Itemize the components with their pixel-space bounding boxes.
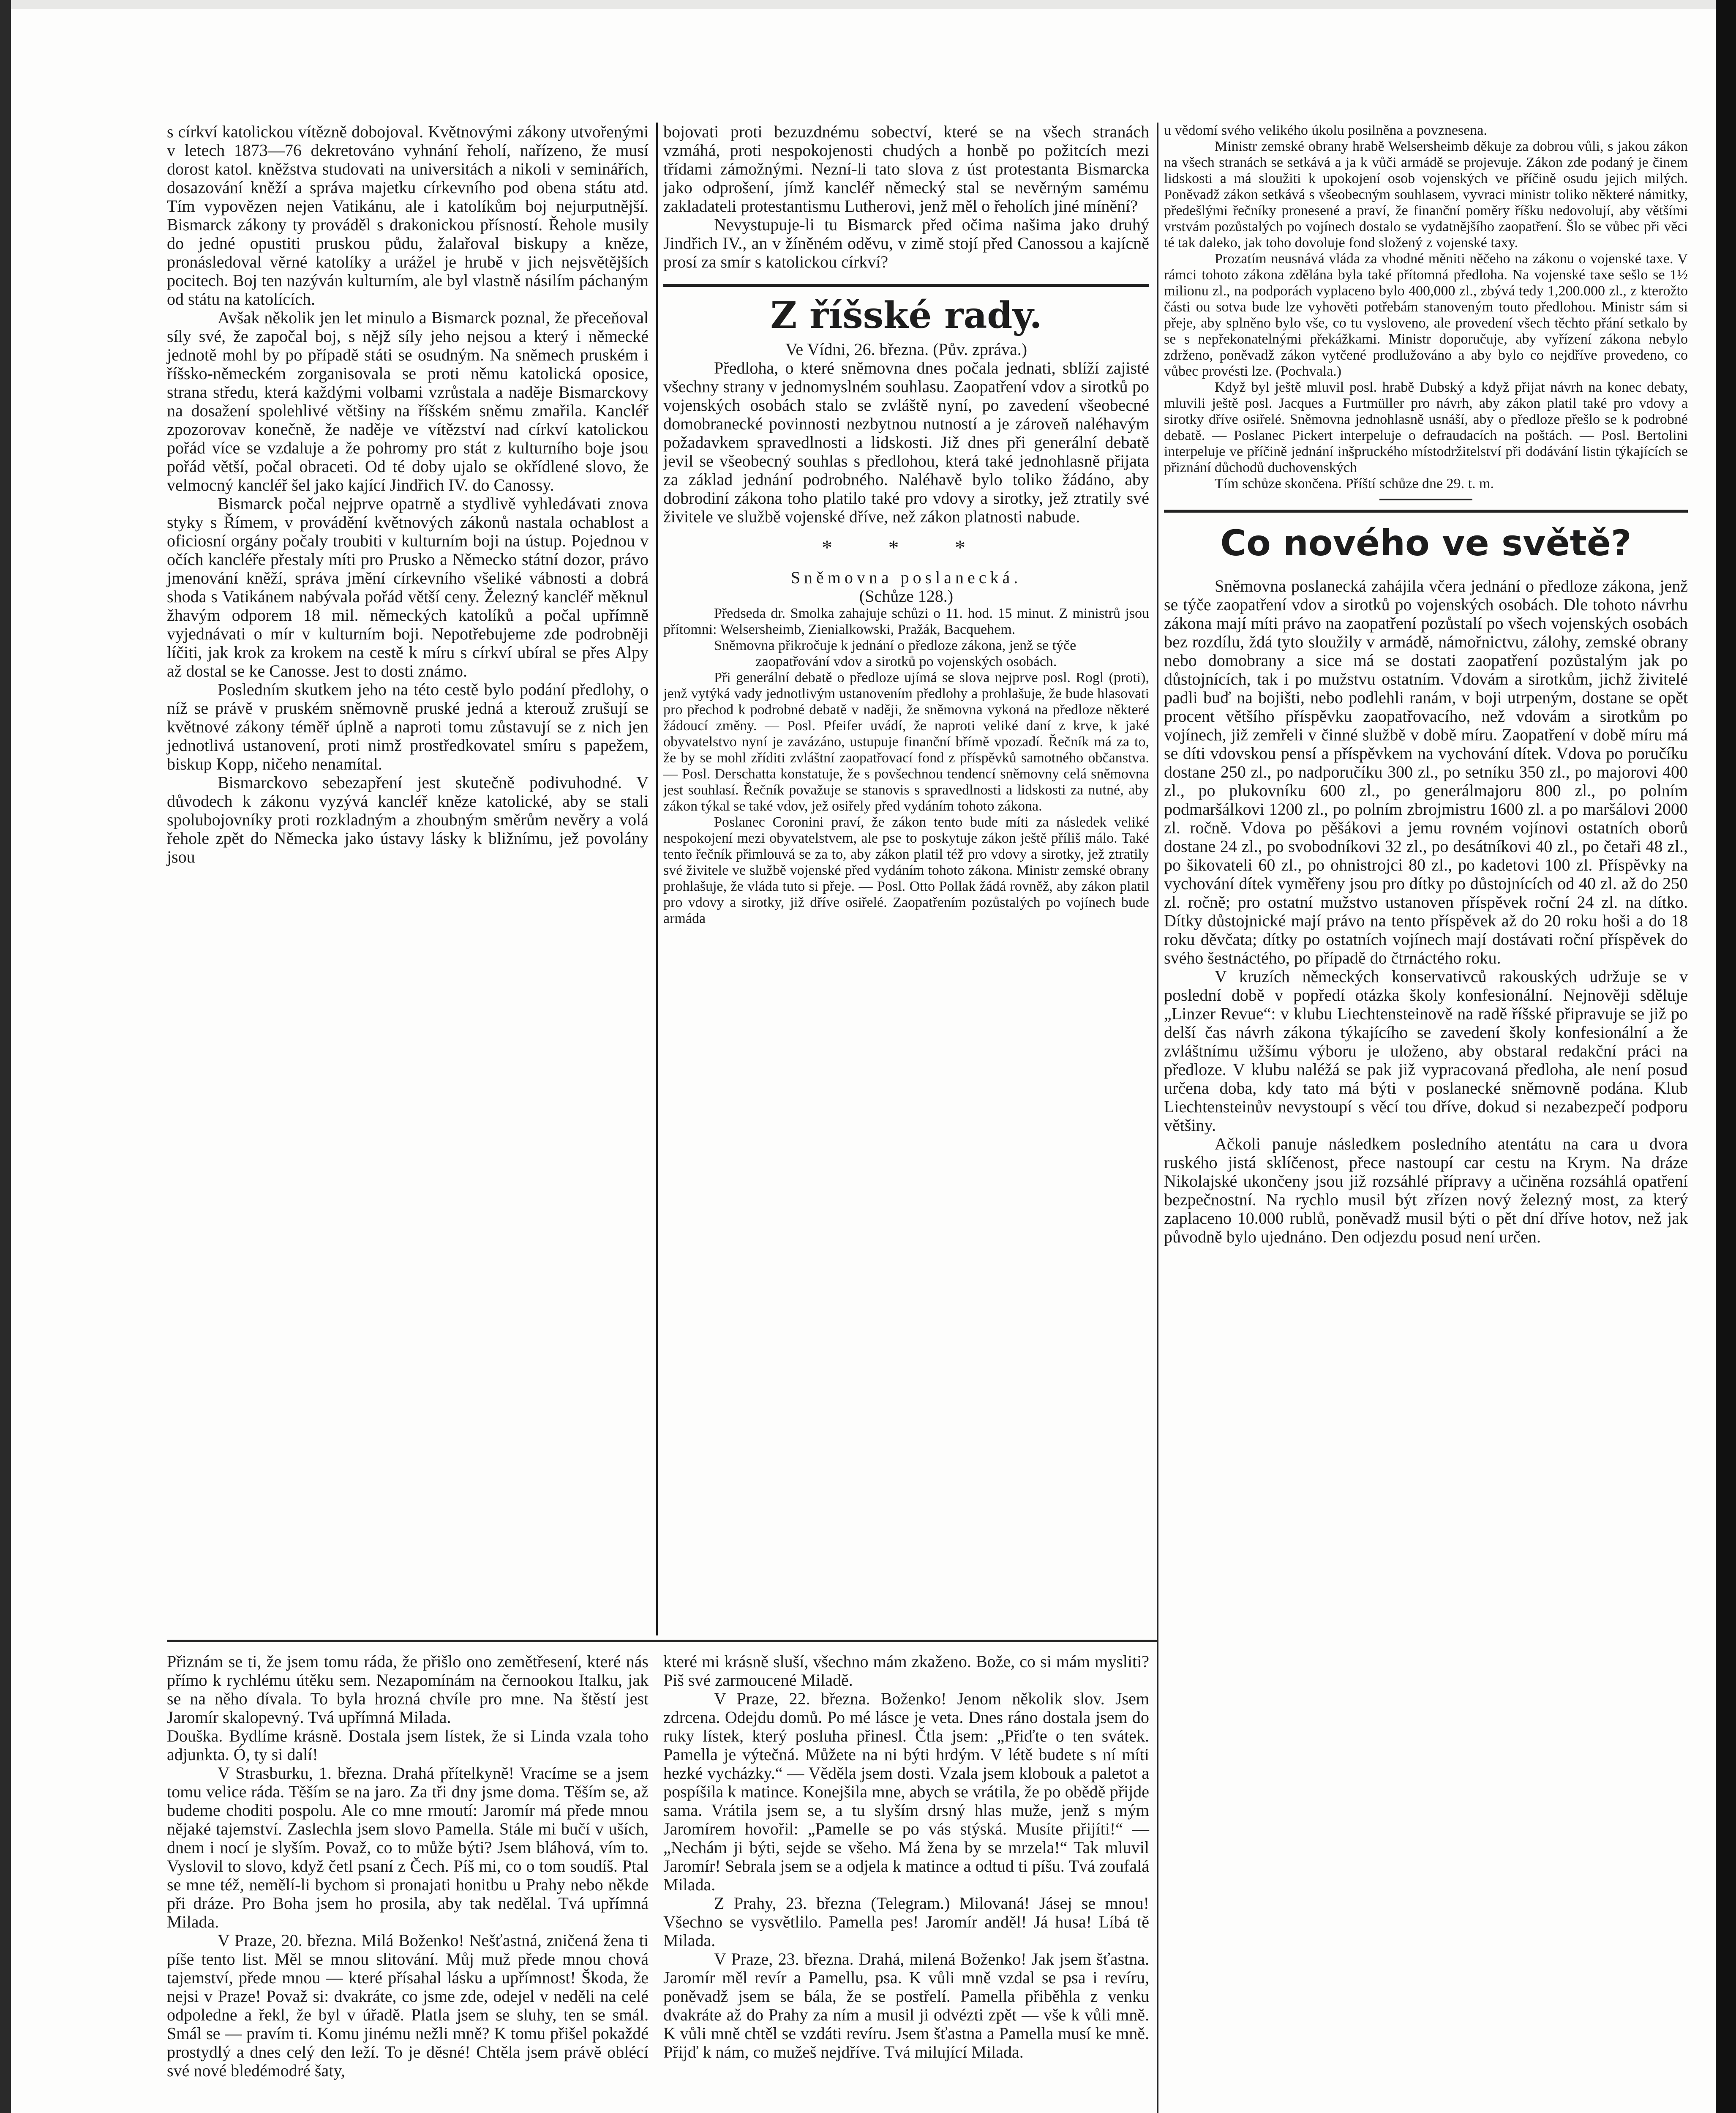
feuilleton-rule — [167, 1640, 1157, 1642]
section-stars: * * * — [822, 535, 991, 559]
chamber-report — [663, 606, 1149, 927]
short-rule — [1379, 499, 1472, 500]
paragraph: zaopatřování vdov a sirotků po vojenských osobách. — [755, 654, 1057, 669]
article-col2 — [663, 123, 1149, 927]
paragraph: V Praze, 20. března. Milá Boženko! Nešťastná, zničená žena ti píše tento list. Měl se mnou slitování. Můj muž přede mnou chová tajemství, přede mnou — které přísahal lásku a upřímnost! Škoda, že nejsi v Praze! Považ si: dvakráte, co jsme zde, odejel v neděli na celé odpoledne a řekl, že byl v úřadě. Platla jsem se sluhy, ten se smál. Smál se — pravím ti. Komu jinému nežli mně? K tomu přišel pokaždé prostydlý a dnes celý den leží. To je děsné! Chtěla jsem právě oblécí své nové bledémodré šaty, — [167, 1931, 649, 2080]
page-top-edge — [0, 0, 1736, 9]
paragraph: Tím schůze skončena. Příští schůze dne 29. t. m. — [1215, 476, 1494, 491]
paragraph: Při generální debatě o předloze ujímá se slova nejprve posl. Rogl (proti), jenž vytýká vady jednotlivým ustanovením předlohy a prohlašuje, že bude hlasovati pro přechod k podrobné debatě v naději, že sněmovna vykoná na předloze některé žádoucí změny. — Posl. Pfeifer uvádí, že naproti veliké daní z krve, k jaké obyvatelstvo nyní je zavázáno, ustupuje finanční břímě vpozadí. Řečník má za to, že by se mohl zříditi zvláštní zaopatřovací fond z příspěvků samotného občanstva. — Posl. Derschatta konstatuje, že s povšechnou tendencí sněmovny celá sněmovna jest souhlasí. Řečník považuje se stanovis s spravedlnosti a lidskosti za nutné, aby zákon týkal se také vdov, jež osiřely před vydáním tohoto zákona. — [663, 670, 1149, 814]
section-heading-rada: Z říšské rady. — [770, 294, 1042, 337]
paragraph: Sněmovna poslanecká zahájila včera jednání o předloze zákona, jenž se týče zaopatření vdov a sirotků po vojenských osobách. Dle tohoto návrhu zákona mají míti právo na zaopatření pozůstalí po všech vojenských osobách bez rozdílu, ždá tyto sloužily v armádě, námořnictvu, zálohy, zemské obrany nebo domobrany a sice má se dostati zaopatření pozůstalým jak po důstojnících, tak i po mužstvu ostatním. Vdovám a sirotkům, jichž živitelé padli buď na bojišti, nebo podlehli ranám, v boji utrpeným, dostane se opět procent většího příspěvku zaopatřovacího, než vdovám a sirotkům po vojínech, již zemřeli v činné službě v době míru. Zaopatření v době míru má se díti vdovskou pensí a příspěvkem na vychování dítek. Vdova po poručíku dostane 250 zl., po nadporučíku 300 zl., po setníku 350 zl., po majorovi 400 zl., po plukovníku 600 zl., po generálmajoru 800 zl., po polním podmaršálkovi 1200 zl., po polním zbrojmistru 1600 zl. a po maršálovi 2000 zl. ročně. Vdova po pěšákovi a jemu rovném vojínovi ostatních oborů dostane 24 zl., po svobodníkovi 32 zl., po desátníkovi 40 zl., po četaři 48 zl., po šikovateli 60 zl., po ohnistrojci 80 zl., po kadetovi 100 zl. Příspěvky na vychování dítek vyměřeny jsou pro dítky po důstojnících od 40 zl. až do 250 zl. ročně; pro ostatní mužstvo ustanoven příspěvek roční 24 zl. na dítko. Dítky důstojnické mají právo na tento příspěvek až do 20 roku hoši a do 18 roku děvčata; dítky po ostatních vojínech mají dostávati roční příspěvek do svého šestnáctého, po případě do čtrnáctého roku. — [1164, 576, 1688, 967]
paragraph: Prozatím neusnává vláda za vhodné měniti něčeho na zákonu o vojenské taxe. V rámci tohoto zákona zdělána byla také přítomná předloha. Na vojenské taxe sešlo se 1½ milionu zl., na podporách vyplaceno bylo 400,000 zl., zbývá tedy 1,200.000 zl., z kterožto části ou sotva bude lze vyhověti potřebám stanoveným touto předlohou. Ministr sám si přeje, aby splněno bylo vše, co tu vysloveno, ale provedení všech těchto přání setkalo by se s nepřekonatelnými překážkami. Ministr doporučuje, aby vyřízení zákona nebylo zdrženo, poněvadž zákon vytčené prodlužováno a aby bylo co nejdříve provedeno, co vůbec provésti lze. (Pochvala.) — [1164, 251, 1688, 379]
dateline: Ve Vídni, 26. března. (Pův. zpráva.) — [785, 340, 1027, 359]
paragraph: V Praze, 23. března. Drahá, milená Boženko! Jak jsem šťastna. Jaromír měl revír a Pamellu, psa. K vůli mně vzdal se psa i revíru, poněvadž jsem se bála, že se postřelí. Pamella přiběhla z venku dvakráte až do Prahy za ním a musil ji odvézti zpět — vše k vůli mně. K vůli mně chtěl se vzdáti revíru. Jsem šťastna a Pamella musí ke mně. Přijď k nám, co mužeš nejdříve. Tvá milující Milada. — [663, 1949, 1149, 2061]
column-rule-2 — [1157, 123, 1158, 2113]
article-bismarck-col1 — [167, 123, 649, 866]
paragraph: V Strasburku, 1. března. Drahá přítelkyně! Vracíme se a jsem tomu velice ráda. Těším se na jaro. Za tři dny jsme doma. Těším se, až budeme choditi pospolu. Ale co mne rmoutí: Jaromír má přede mnou nějaké tajemství. Zaslechla jsem slovo Pamella. Stále mi bučí v uších, dnem i nocí je slyším. Považ, co to může býti? Jsem bláhová, vím to. Vyslovil to slovo, když četl psaní z Čech. Píš mi, co o tom soudíš. Ptal se mne též, nemělí-li bychom si pronajati honitbu u Prahy nebo někde při dráze. Pro Boha jsem ho prosila, aby tak nedělal. Tvá upřímná Milada. — [167, 1764, 649, 1931]
feuilleton-col2 — [663, 1652, 1149, 2061]
chamber-title: Sněmovna poslanecká. — [790, 568, 1022, 587]
paragraph: Bismarckovo sebezapření jest skutečně podivuhodné. V důvodech k zákonu vyzývá kancléř kněze katolické, aby se stali spolubojovníky proti rozkladným a zhoubným směrům nevěry a volá řehole zpět do Německa jako ústavy lásky k bližnímu, jež povolány jsou — [167, 773, 649, 866]
paragraph: Když byl ještě mluvil posl. hrabě Dubský a když přijat návrh na konec debaty, mluvili ještě posl. Jacques a Furtmüller pro návrh, aby zákon platil také pro vdovy a sirotky dříve osiřelé. Sněmovna jednohlasně usnáší, aby o předloze přešlo se k podrobné debatě. — Poslanec Pickert interpeluje o defraudacích na poštách. — Posl. Bertolini interpeluje ve příčině jednání inšpruckého místodržitelství při dodávání listin týkajících se přiznání důchodů duchovenských — [1164, 379, 1688, 475]
article-col3 — [1164, 123, 1688, 1246]
column-rule-1 — [656, 123, 658, 1635]
feuilleton-col1 — [167, 1652, 649, 2080]
section-heading-novy: Co nového ve světě? — [1220, 522, 1632, 564]
paragraph: V kruzích německých konservativců rakouských udržuje se v poslední době v popředí otázka školy konfesionální. Nejnověji sděluje „Linzer Revue“: v klubu Liechtensteinově na radě říšské připravuje se již po delší čas návrh zákona týkajícího se zavedení školy konfesionální a že zvláštnímu užšímu výboru je uloženo, aby obstaral redakční práci na předloze. V klubu naléžá se pak již vypracovaná předloha, ale není posud určena doba, kdy tato má býti v poslanecké sněmovně podána. Klub Liechtensteinův nevystoupí s věcí tou dříve, dokud si nezabezpečí podporu většiny. — [1164, 967, 1688, 1135]
paragraph: Avšak několik jen let minulo a Bismarck poznal, že přeceňoval síly své, že započal boj, s nějž síly jeho nejsou a který i německé jednotě mohl by po případě státi se osudným. Na sněmech pruském i říšsko-německém zorganisovala se proti němu katolická oposice, strana středu, která každými volbami vzrůstala a naděje Bismarckovy na dosažení spolehlivé většiny na říšském sněmu zmařila. Kancléř zpozorovav konečně, že naděje ve vítězství nad církví katolickou pořád více se vzdaluje a že pohromy pro stát z kulturního boje jsou pořád větší, počal obraceti. Od té doby ujalo se okřídlené slovo, že velmocný kancléř šel jako kající Jindřich IV. do Canossy. — [167, 308, 649, 494]
paragraph: Přiznám se ti, že jsem tomu ráda, že přišlo ono zemětřesení, které nás přímo k rychlému útěku sem. Nezapomínám na černookou Italku, jak se na něho dívala. To byla hrozná chvíle pro mne. Na štěstí jest Jaromír skalopevný. Tvá upřímná Milada. — [167, 1652, 649, 1727]
report-body — [663, 359, 1149, 526]
paragraph: Ačkoli panuje následkem posledního atentátu na cara u dvora ruského jistá sklíčenost, přece nastoupí car cestu na Krym. Na dráze Nikolajské ukončeny jsou již rozsáhlé přípravy a učiněna rozsáhlá opatření bezpečnostní. Na rychlo musil být zřízen nový železný most, za který zaplaceno 10.000 rublů, poněvadž musil býti o pět dní dříve hotov, než jak původně bylo ujednáno. Den odjezdu posud není určen. — [1164, 1134, 1688, 1246]
paragraph: Bismarck počal nejprve opatrně a stydlivě vyhledávati znova styky s Římem, v provádění květnových zákonů nastala ochablost a oficiosní orgány počaly troubiti v kulturním boji na ústup. Pojednou v očích kancléře přestaly míti pro Prusko a Německo státní dozor, právo jmenování kněží, správa jmění církevního všeliké vábnosti a dobrá shoda s Vatikánem nabývala pořád větší ceny. Železný kancléř měknul žhavým odporem 18 mil. německých katolíků a počal upřímně vyjednávati o mír v kulturním boji. Nepotřebujeme zde podrobněji líčiti, jak krok za krokem na cestě k míru s církví ubíral se přes Alpy až dostal se ke Canosse. Jest to dosti známo. — [167, 494, 649, 680]
paragraph: Posledním skutkem jeho na této cestě bylo podání předlohy, o níž se právě v pruském sněmovně pruské jedná a kterouž zrušují se květnové zákony téměř úplně a naproti tomu zůstavují se z nich jen jednotlivá ustanovení, proti nimž prostředkovatel smíru s papežem, biskup Kopp, ničeho nenamítal. — [167, 680, 649, 773]
paragraph: u vědomí svého velikého úkolu posilněna a povznesena. — [1164, 123, 1487, 138]
paragraph: Z Prahy, 23. března (Telegram.) Milovaná! Jásej se mnou! Všechno se vysvětlilo. Pamella pes! Jaromír anděl! Já husa! Líbá tě Milada. — [663, 1894, 1149, 1950]
paragraph: které mi krásně sluší, všechno mám zkaženo. Bože, co si mám mysliti? Piš své zarmoucené Miladě. — [663, 1652, 1149, 1690]
paragraph: Ministr zemské obrany hrabě Welsersheimb děkuje za dobrou vůli, s jakou zákon na všech stranách se setkává a ja k vůči armádě se projevuje. Zákon zde podaný je činem lidskosti a má sloužiti k upokojení osob vojenských ve příčině osudu jejich milých. Poněvadž zákon setkává s všeobecným souhlasem, vyvraci ministr toliko některé námitky, předešlými řečníky pronesené a praví, že finanční poměry říšku nedovolují, aby většími vrstvám pozůstalých po vojínech dostalo se vydatnějšího zaopatření. Šlo se vůbec při věci té tak daleko, jak toho dovoluje fond složený z vojenské taxy. — [1164, 139, 1688, 251]
chamber-report-cont — [1164, 123, 1688, 492]
section-rule — [663, 284, 1149, 287]
article-bismarck-col2 — [663, 123, 1149, 271]
paragraph: Sněmovna přikročuje k jednání o předloze zákona, jenž se týče — [714, 638, 1076, 653]
paragraph: bojovati proti bezuzdnému sobectví, které se na všech stranách vzmáhá, proti nespokojenosti chudých a honbě po požitcích mezi třídami zámožnými. Nezní-li tato slova z úst protestanta Bismarcka jako odprošení, jímž kancléř německý stal se nevěrným samému zakladateli protestantismu Lutherovi, jenž měl o řeholích jiné mínění? — [663, 122, 1149, 216]
section-rule-2 — [1164, 510, 1688, 513]
paragraph: Poslanec Coronini praví, že zákon tento bude míti za následek veliké nespokojení mezi obyvatelstvem, ale pse to poskytuje zákon ještě příliš málo. Také tento řečník přimlouvá se za to, aby zákon platil též pro vdovy a sirotky, jež ztratily své živitele ve službě vojenské před vydáním tohoto zákona. Ministr zemské obrany prohlašuje, že vláda tuto si přeje. — Posl. Otto Pollak žádá rovněž, aby zákon platil pro vdovy a sirotky, již dříve osiřelé. Zaopatřením pozůstalých po vojínech bude armáda — [663, 814, 1149, 926]
paragraph: Předseda dr. Smolka zahajuje schůzi o 11. hod. 15 minut. Z ministrů jsou přítomni: Welsersheimb, Zienialkowski, Pražák, Bacquehem. — [663, 606, 1149, 637]
session-number: (Schůze 128.) — [859, 587, 954, 606]
paragraph: Předloha, o které sněmovna dnes počala jednati, sblíží zajisté všechny strany v jednomyslném souhlasu. Zaopatření vdov a sirotků po vojenských osobách stalo se zvláště nyní, po zavedení všeobecné domobranecké povinnosti nezbytnou nutností a je zároveň naléhavým požadavkem spravedlnosti a lidskosti. Již dnes při generální debatě jevil se všeobecný souhlas s předlohou, která také jednohlasně přijata za základ jednání podrobného. Naléhavě bylo toliko žádáno, aby dobrodiní zákona toho platilo také pro vdovy a sirotky, jež ztratily své živitele ve službě vojenské dříve, než zákon platnosti nabude. — [663, 358, 1149, 526]
news-body — [1164, 577, 1688, 1246]
paragraph: Nevystupuje-li tu Bismarck před očima našima jako druhý Jindřich IV., an v žíněném oděvu, v zimě stojí před Canossou a kajícně prosí za smír s katolickou církví? — [663, 215, 1149, 271]
page-right-edge — [1716, 0, 1736, 2113]
paragraph: s církví katolickou vítězně dobojoval. Květnovými zákony utvořenými v letech 1873—76 dekretováno vyhnání řeholí, nařízeno, že musí dorost katol. kněžstva studovati na universitách a nikoli v seminářích, dosazování kněží a správa majetku církevního pod obena státu atd. Tím vypovězen nejen Vatikánu, ale i katolíkům boj nejurputnější. Bismarck zákony ty prováděl s drakonickou přísností. Řehole musily do jedné opustiti pruskou půdu, žalařoval biskupy a kněze, pronásledoval věrné katolíky a urážel je hrubě v jich nejsvětějších pocitech. Boj ten nazýván kulturním, ale byl vlastně násilím páchaným od státu na katolících. — [167, 122, 649, 308]
page-left-edge — [0, 0, 11, 2113]
paragraph: Douška. Bydlíme krásně. Dostala jsem lístek, že si Linda vzala toho adjunkta. Ó, ty si dalí! — [167, 1726, 649, 1764]
paragraph: V Praze, 22. března. Boženko! Jenom několik slov. Jsem zdrcena. Odejdu domů. Po mé lásce je veta. Dnes ráno dostala jsem do ruky lístek, který posluha přinesl. Čtla jsem: „Přiďte o ten svátek. Pamella je výtečná. Můžete na ni býti hrdým. V létě budete s ní míti hezké vycházky.“ — Věděla jsem dosti. Vzala jsem klobouk a paletot a pospíšila k matince. Konejšila mne, abych se vrátila, že po obědě přijde sama. Vrátila jsem se, a tu slyším drsný hlas muže, jenž s mým Jaromírem hovořil: „Pamelle se po vás stýská. Musíte přijíti!“ — „Nechám ji býti, sejde se všeho. Má žena by se mrzela!“ Tak mluvil Jaromír! Sebrala jsem se a odjela k matince a odtud ti píšu. Tvá zoufalá Milada. — [663, 1689, 1149, 1894]
